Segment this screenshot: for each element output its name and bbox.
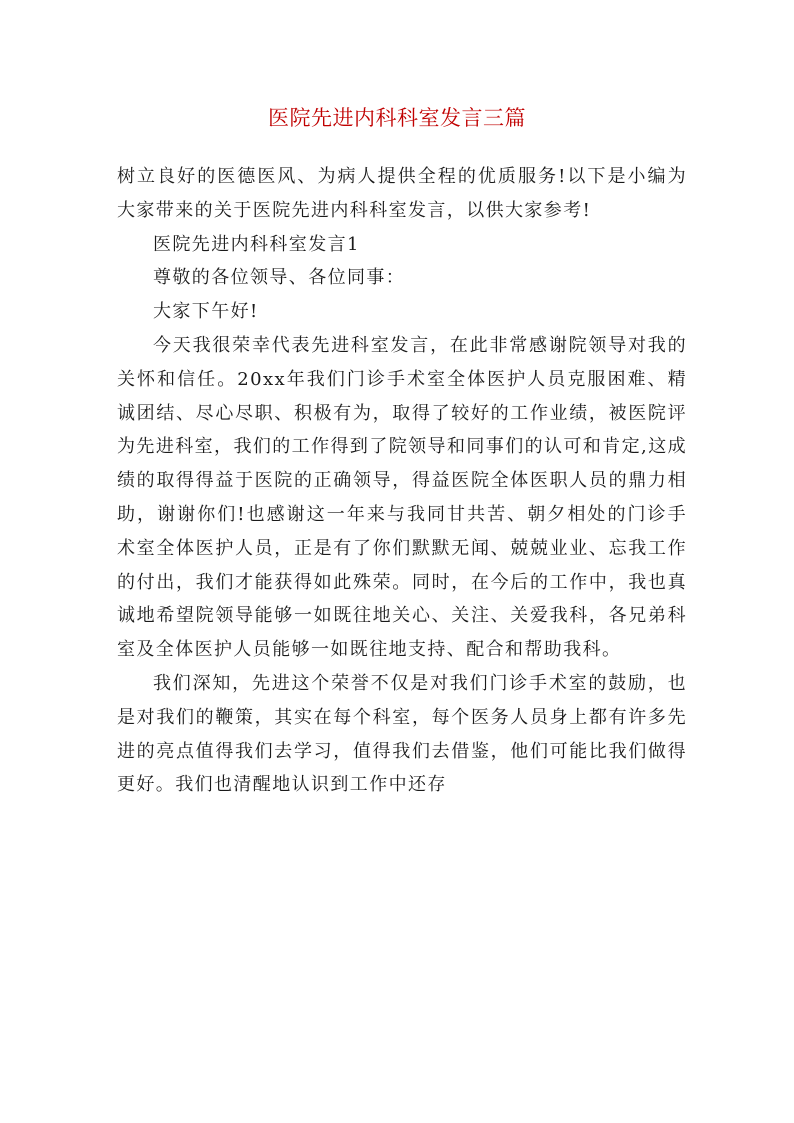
body-paragraph: 我们深知，先进这个荣誉不仅是对我们门诊手术室的鼓励，也是对我们的鞭策，其实在每个科室，每个医务人员身上都有许多先进的亮点值得我们去学习，值得我们去借鉴，他们可能比我们做得更好。我们也清醒地认识到工作中还存 bbox=[117, 672, 687, 796]
document-body bbox=[117, 160, 687, 802]
body-paragraph: 今天我很荣幸代表先进科室发言，在此非常感谢院领导对我的关怀和信任。20xx年我们门诊手术室全体医护人员克服困难、精诚团结、尽心尽职、积极有为，取得了较好的工作业绩，被医院评为先进科室，我们的工作得到了院领导和同事们的认可和肯定,这成绩的取得得益于医院的正确领导，得益医院全体医职人员的鼎力相助，谢谢你们!也感谢这一年来与我同甘共苦、朝夕相处的门诊手术室全体医护人员，正是有了你们默默无闻、兢兢业业、忘我工作的付出，我们才能获得如此殊荣。同时，在今后的工作中，我也真诚地希望院领导能够一如既往地关心、关注、关爱我科，各兄弟科室及全体医护人员能够一如既往地支持、配合和帮助我科。 bbox=[117, 334, 687, 661]
document-title: 医院先进内科科室发言三篇 bbox=[268, 106, 526, 130]
salutation: 尊敬的各位领导、各位同事： bbox=[153, 267, 406, 289]
section-heading: 医院先进内科科室发言1 bbox=[153, 233, 360, 255]
intro-paragraph: 树立良好的医德医风、为病人提供全程的优质服务!以下是小编为大家带来的关于医院先进内科科室发言，以供大家参考! bbox=[117, 166, 687, 221]
greeting: 大家下午好! bbox=[153, 301, 259, 323]
